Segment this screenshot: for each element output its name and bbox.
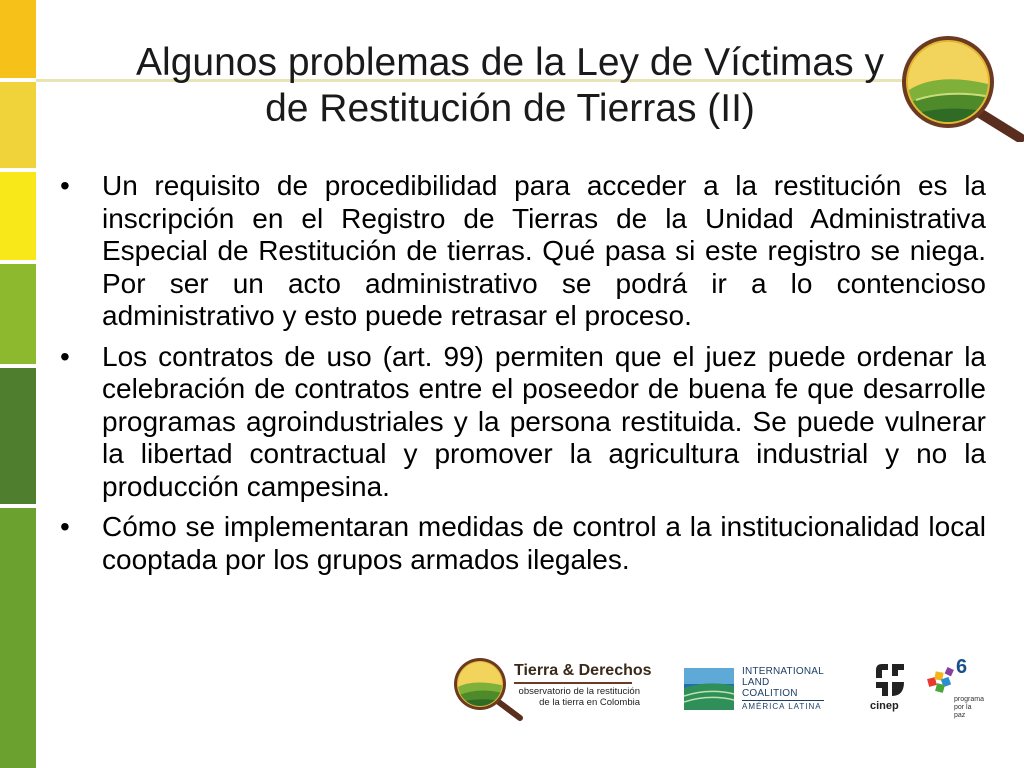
stripe-segment xyxy=(0,82,36,168)
bullet-text: Cómo se implementaran medidas de control a la institucionalidad local cooptada por los grupos armados ilegales. xyxy=(102,511,986,575)
bullet-item xyxy=(58,341,986,504)
stripe-segment xyxy=(0,264,36,364)
bullet-item xyxy=(58,511,986,576)
ilc-field-icon xyxy=(684,668,734,710)
ilc-line: LAND xyxy=(742,677,770,688)
logo-cinep xyxy=(868,660,914,718)
stripe-segment xyxy=(0,368,36,504)
subtitle-line: de la tierra en Colombia xyxy=(539,697,640,708)
stripe-segment xyxy=(0,0,36,78)
cinep-mark-icon xyxy=(872,662,908,698)
logo-international-land-coalition xyxy=(684,664,829,714)
tierra-derechos-name: Tierra & Derechos xyxy=(514,662,652,679)
bullet-marker: • xyxy=(60,340,70,372)
stripe-segment xyxy=(0,172,36,260)
logo-programa-por-la-paz xyxy=(926,656,982,720)
bullet-marker: • xyxy=(60,170,70,201)
ilc-line: INTERNATIONAL xyxy=(742,666,824,677)
magnifier-field-icon xyxy=(896,30,1024,142)
bullet-list xyxy=(58,170,986,584)
title-line-1: Algunos problemas de la Ley de Víctimas y xyxy=(136,41,884,84)
cinep-name: cinep xyxy=(870,700,899,712)
paz-caption xyxy=(954,696,984,720)
bullet-marker: • xyxy=(60,511,70,542)
paz-number: 6 xyxy=(956,656,968,678)
paz-mark-icon xyxy=(926,664,960,698)
tierra-derechos-subtitle xyxy=(516,686,640,708)
partner-logos xyxy=(452,652,1012,724)
bullet-text: Un requisito de procedibilidad para acceder a la restitución es la inscripción en el Registro de Tierras de la Unidad Administrativa Especial de Restitución de tierras. Qué pasa si este registro se niega. Por ser un acto administrativo se podrá ir a lo contencioso administrativo y esto puede retrasar el proceso. xyxy=(102,170,986,331)
left-color-stripe xyxy=(0,0,36,768)
ilc-line: COALITION xyxy=(742,688,798,699)
slide-title xyxy=(60,40,960,132)
logo-divider xyxy=(514,682,632,684)
paz-caption-line: programa xyxy=(954,696,984,703)
bullet-item xyxy=(58,170,986,333)
ilc-wordmark xyxy=(742,666,824,712)
ilc-region: AMÉRICA LATINA xyxy=(742,700,824,712)
stripe-segment xyxy=(0,508,36,768)
subtitle-line: observatorio de la restitución xyxy=(518,686,640,697)
title-line-2: de Restitución de Tierras (II) xyxy=(265,87,755,130)
paz-caption-line: por la paz xyxy=(954,704,972,719)
logo-tierra-derechos xyxy=(452,652,652,724)
bullet-text: Los contratos de uso (art. 99) permiten que el juez puede ordenar la celebración de contratos entre el poseedor de buena fe que desarrolle programas agroindustriales y la persona restituida. Se puede vulnerar la libertad contractual y promover la agricultura industrial y no la producción campesina. xyxy=(102,340,986,502)
